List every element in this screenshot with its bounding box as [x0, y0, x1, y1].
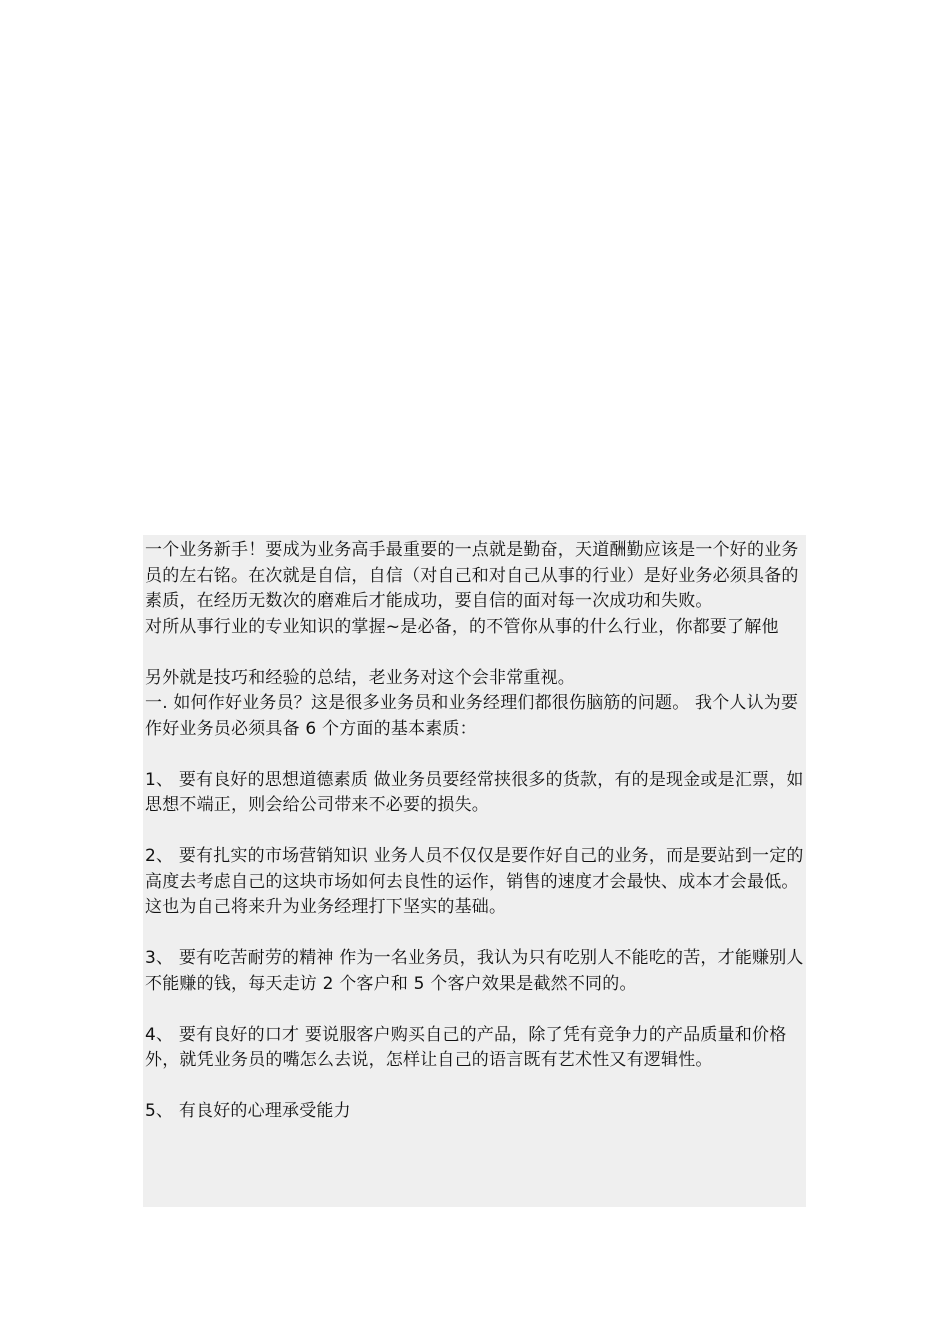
- paragraph-gap: [145, 819, 806, 845]
- document-text-block: [143, 535, 806, 1207]
- paragraph-skills: 另外就是技巧和经验的总结，老业务对这个会非常重视。: [145, 667, 575, 688]
- paragraph-knowledge: 对所从事行业的专业知识的掌握~是必备，的不管你从事的什么行业，你都要了解他: [145, 616, 779, 637]
- paragraph-question: 一. 如何作好业务员？这是很多业务员和业务经理们都很伤脑筋的问题。 我个人认为要作好业务员必须具备 6 个方面的基本素质：: [145, 693, 799, 739]
- list-item-4: 4、 要有良好的口才 要说服客户购买自己的产品，除了凭有竞争力的产品质量和价格外，就凭业务员的嘴怎么去说，怎样让自己的语言既有艺术性又有逻辑性。: [145, 1024, 787, 1070]
- list-item-1: 1、 要有良好的思想道德素质 做业务员要经常挟很多的货款，有的是现金或是汇票，如思想不端正，则会给公司带来不必要的损失。: [145, 769, 804, 815]
- paragraph-gap: [145, 742, 806, 768]
- paragraph-gap: [145, 921, 806, 947]
- list-item-5: 5、 有良好的心理承受能力: [145, 1101, 351, 1121]
- paragraph-gap: [145, 997, 806, 1023]
- list-item-2: 2、 要有扎实的市场营销知识 业务人员不仅仅是要作好自己的业务，而是要站到一定的高度去考虑自己的这块市场如何去良性的运作，销售的速度才会最快、成本才会最低。这也为自己将来升为业务经理打下坚实的基础。: [145, 846, 804, 917]
- paragraph-intro: 一个业务新手！要成为业务高手最重要的一点就是勤奋，天道酬勤应该是一个好的业务员的左右铭。在次就是自信，自信（对自己和对自己从事的行业）是好业务必须具备的素质，在经历无数次的磨难后才能成功，要自信的面对每一次成功和失败。: [145, 540, 799, 611]
- paragraph-gap: [145, 640, 806, 666]
- list-item-3: 3、 要有吃苦耐劳的精神 作为一名业务员，我认为只有吃别人不能吃的苦，才能赚别人不能赚的钱，每天走访 2 个客户和 5 个客户效果是截然不同的。: [145, 948, 804, 994]
- paragraph-gap: [145, 1074, 806, 1100]
